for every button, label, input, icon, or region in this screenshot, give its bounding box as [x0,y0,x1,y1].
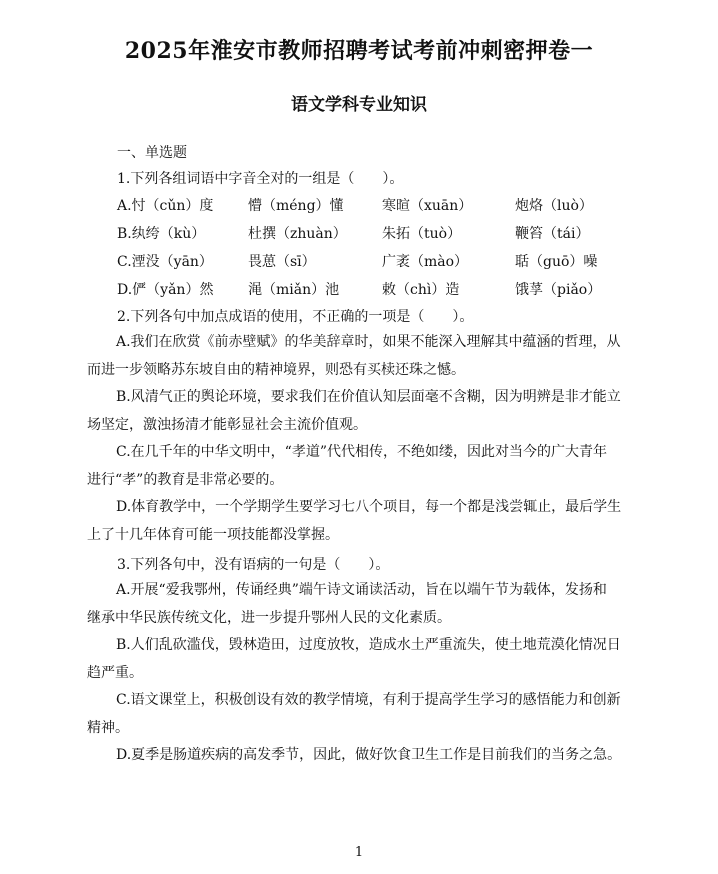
q3-b-line-1: B.人们乱砍滥伐，毁林造田，过度放牧，造成水土严重流失，使土地荒漠化情况日 [116,637,621,653]
q1-c-item-3: 广袤（mào） [382,254,469,270]
q1-a-item-1: A.忖（cǔn）度 [117,198,214,214]
exam-title: 2025年淮安市教师招聘考试考前冲刺密押卷一 [124,38,594,64]
q1-d-item-1: D.俨（yǎn）然 [117,282,214,298]
q1-option-row-c [117,251,637,271]
q1-b-item-2: 杜撰（zhuàn） [248,226,347,242]
q1-option-row-b [117,223,637,243]
q3-c-line-1: C.语文课堂上，积极创设有效的教学情境，有利于提高学生学习的感悟能力和创新 [116,692,621,708]
q2-option-a [87,328,647,384]
q1-option-row-a [117,195,637,215]
section-heading: 一、单选题 [117,145,187,161]
q3-option-b [87,631,647,687]
page-number: 1 [354,845,364,860]
q2-option-d [87,493,647,549]
question-2-stem: 2.下列各句中加点成语的使用，不正确的一项是（ ）。 [117,309,474,325]
q2-option-c [87,438,647,494]
q2-b-line-1: B.风清气正的舆论环境，要求我们在价值认知层面毫不含糊，因为明辨是非才能立 [116,389,621,405]
q1-b-item-3: 朱拓（tuò） [382,226,462,242]
q1-a-item-4: 炮烙（luò） [515,198,593,214]
q3-a-line-2: 继承中华民族传统文化，进一步提升鄂州人民的文化素质。 [87,610,451,626]
q1-d-item-3: 敕（chì）造 [382,282,460,298]
q1-a-item-2: 懵（méng）懂 [248,198,344,214]
q3-option-d [87,741,647,769]
q2-b-line-2: 场坚定，激浊扬清才能彰显社会主流价值观。 [87,417,367,433]
q1-a-item-3: 寒暄（xuān） [382,198,473,214]
q2-c-line-2: 进行“孝”的教育是非常必要的。 [87,472,284,488]
q2-c-line-1: C.在几千年的中华文明中，“孝道”代代相传，不绝如缕，因此对当今的广大青年 [116,444,607,460]
q1-c-item-4: 聒（guō）噪 [515,254,598,270]
q1-b-item-1: B.纨绔（kù） [117,226,206,242]
q3-c-line-2: 精神。 [87,720,129,736]
q2-d-line-2: 上了十几年体育可能一项技能都没掌握。 [87,527,339,543]
q3-a-line-1: A.开展“爱我鄂州，传诵经典”端午诗文诵读活动，旨在以端午节为载体，发扬和 [116,582,607,598]
q3-option-c [87,686,647,742]
q1-d-item-4: 饿莩（piǎo） [515,282,602,298]
exam-subtitle: 语文学科专业知识 [291,95,427,115]
q3-b-line-2: 趋严重。 [87,665,143,681]
q2-d-line-1: D.体育教学中，一个学期学生要学习七八个项目，每一个都是浅尝辄止，最后学生 [116,499,622,515]
question-3-stem: 3.下列各句中，没有语病的一句是（ ）。 [117,557,390,573]
q1-b-item-4: 鞭笞（tái） [515,226,590,242]
q1-c-item-2: 畏葸（sī） [248,254,316,270]
q1-option-row-d [117,279,637,299]
q2-a-line-2: 而进一步领略苏东坡自由的精神境界，则恐有买椟还珠之憾。 [87,362,465,378]
q1-d-item-2: 渑（miǎn）池 [248,282,340,298]
q3-d-line-1: D.夏季是肠道疾病的高发季节，因此，做好饮食卫生工作是目前我们的当务之急。 [116,747,622,763]
q3-option-a [87,576,647,632]
q2-option-b [87,383,647,439]
q2-a-line-1: A.我们在欣赏《前赤壁赋》的华美辞章时，如果不能深入理解其中蕴涵的哲理，从 [116,334,621,350]
question-1-stem: 1.下列各组词语中字音全对的一组是（ ）。 [117,171,404,187]
q1-c-item-1: C.湮没（yān） [117,254,213,270]
